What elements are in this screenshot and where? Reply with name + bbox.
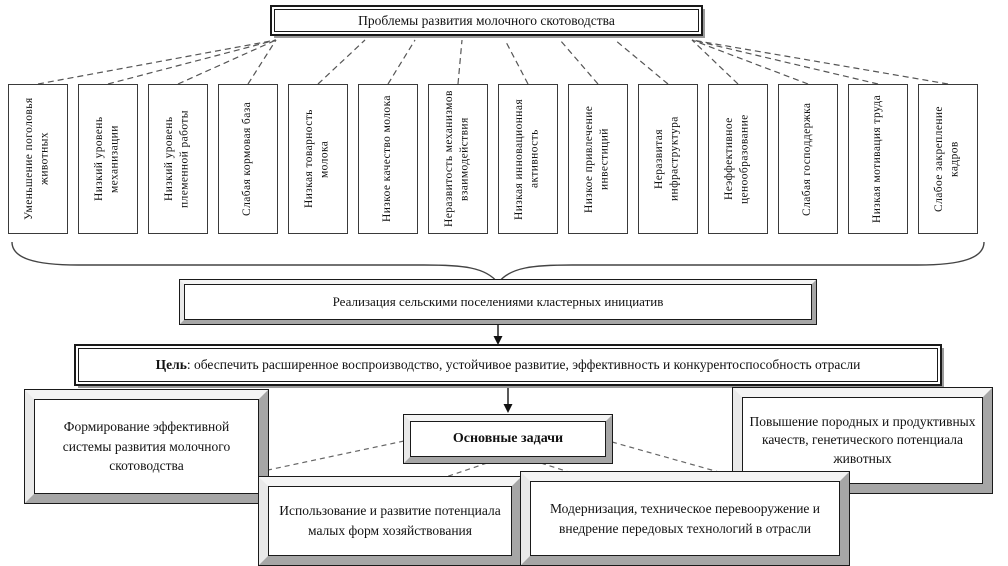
realization-label: Реализация сельскими поселениями кластерных инициатив: [332, 293, 664, 309]
down-arrow-goal-to-tasks: [504, 388, 513, 413]
task-label: Формирование эффективной системы развития молочного скотоводства: [62, 419, 231, 474]
problem-label: Слабая кормовая база: [241, 101, 254, 217]
problem-label: Слабое закрепление кадров: [933, 106, 961, 212]
problem-label: Низкая инновационная активность: [513, 98, 541, 220]
problem-label: Слабая господдержка: [801, 102, 814, 216]
problem-label: Неэффективное ценообразование: [723, 114, 751, 204]
problem-box-state-support: [778, 84, 838, 234]
problem-label: Низкий уровень племенной работы: [163, 110, 191, 208]
problem-box-pricing: [708, 84, 768, 234]
problems-title-box: [270, 5, 703, 36]
problem-box-breeding-work: [148, 84, 208, 234]
problem-label: Низкая товарность молока: [303, 109, 331, 209]
task-label: Использование и развитие потенциала малых форм хозяйствования: [279, 503, 501, 538]
problem-box-investment: [568, 84, 628, 234]
problem-box-infrastructure: [638, 84, 698, 234]
goal-label-bold: Цель: [155, 357, 187, 372]
problem-label: Низкое привлечение инвестиций: [583, 105, 611, 213]
problem-box-feed-base: [218, 84, 278, 234]
problem-fan-dashed-lines: [38, 40, 948, 84]
task-box-small-farms: [259, 477, 521, 565]
problems-row: [8, 84, 978, 234]
problem-box-labor-motivation: [848, 84, 908, 234]
task-box-modernization: [521, 472, 849, 565]
goal-label-rest: : обеспечить расширенное воспроизводство, устойчивое развитие, эффективность и конкурентоспособность отрасли: [186, 357, 861, 372]
problem-label: Уменьшение поголовья животных: [23, 97, 51, 221]
goal-box: [74, 344, 942, 386]
task-label: Модернизация, техническое перевооружение и внедрение передовых технологий в отрасли: [549, 500, 821, 536]
task-label: Повышение породных и продуктивных качеств, генетического потенциала животных: [749, 414, 976, 466]
problem-label: Низкий уровень механизации: [93, 116, 121, 202]
problem-box-milk-marketability: [288, 84, 348, 234]
problems-title: Проблемы развития молочного скотоводства: [358, 12, 615, 28]
goal-label: [150, 355, 867, 375]
problem-box-milk-quality: [358, 84, 418, 234]
problem-box-personnel-retention: [918, 84, 978, 234]
problem-box-innovation-activity: [498, 84, 558, 234]
realization-box: [180, 280, 816, 324]
problem-box-interaction-mechanisms: [428, 84, 488, 234]
task-box-effective-system: [25, 390, 268, 503]
down-arrow-realization-to-goal: [494, 322, 503, 345]
problem-box-herd-decline: [8, 84, 68, 234]
main-tasks-label: Основные задачи: [452, 430, 564, 446]
brace-curve: [12, 242, 984, 283]
problem-box-mechanization: [78, 84, 138, 234]
problem-label: Низкое качество молока: [381, 95, 394, 223]
problem-label: Низкая мотивация труда: [871, 94, 884, 224]
main-tasks-box: [404, 415, 612, 463]
problem-label: Неразвитость механизмов взаимодействия: [443, 90, 471, 228]
problem-label: Неразвитая инфраструктура: [653, 116, 681, 202]
